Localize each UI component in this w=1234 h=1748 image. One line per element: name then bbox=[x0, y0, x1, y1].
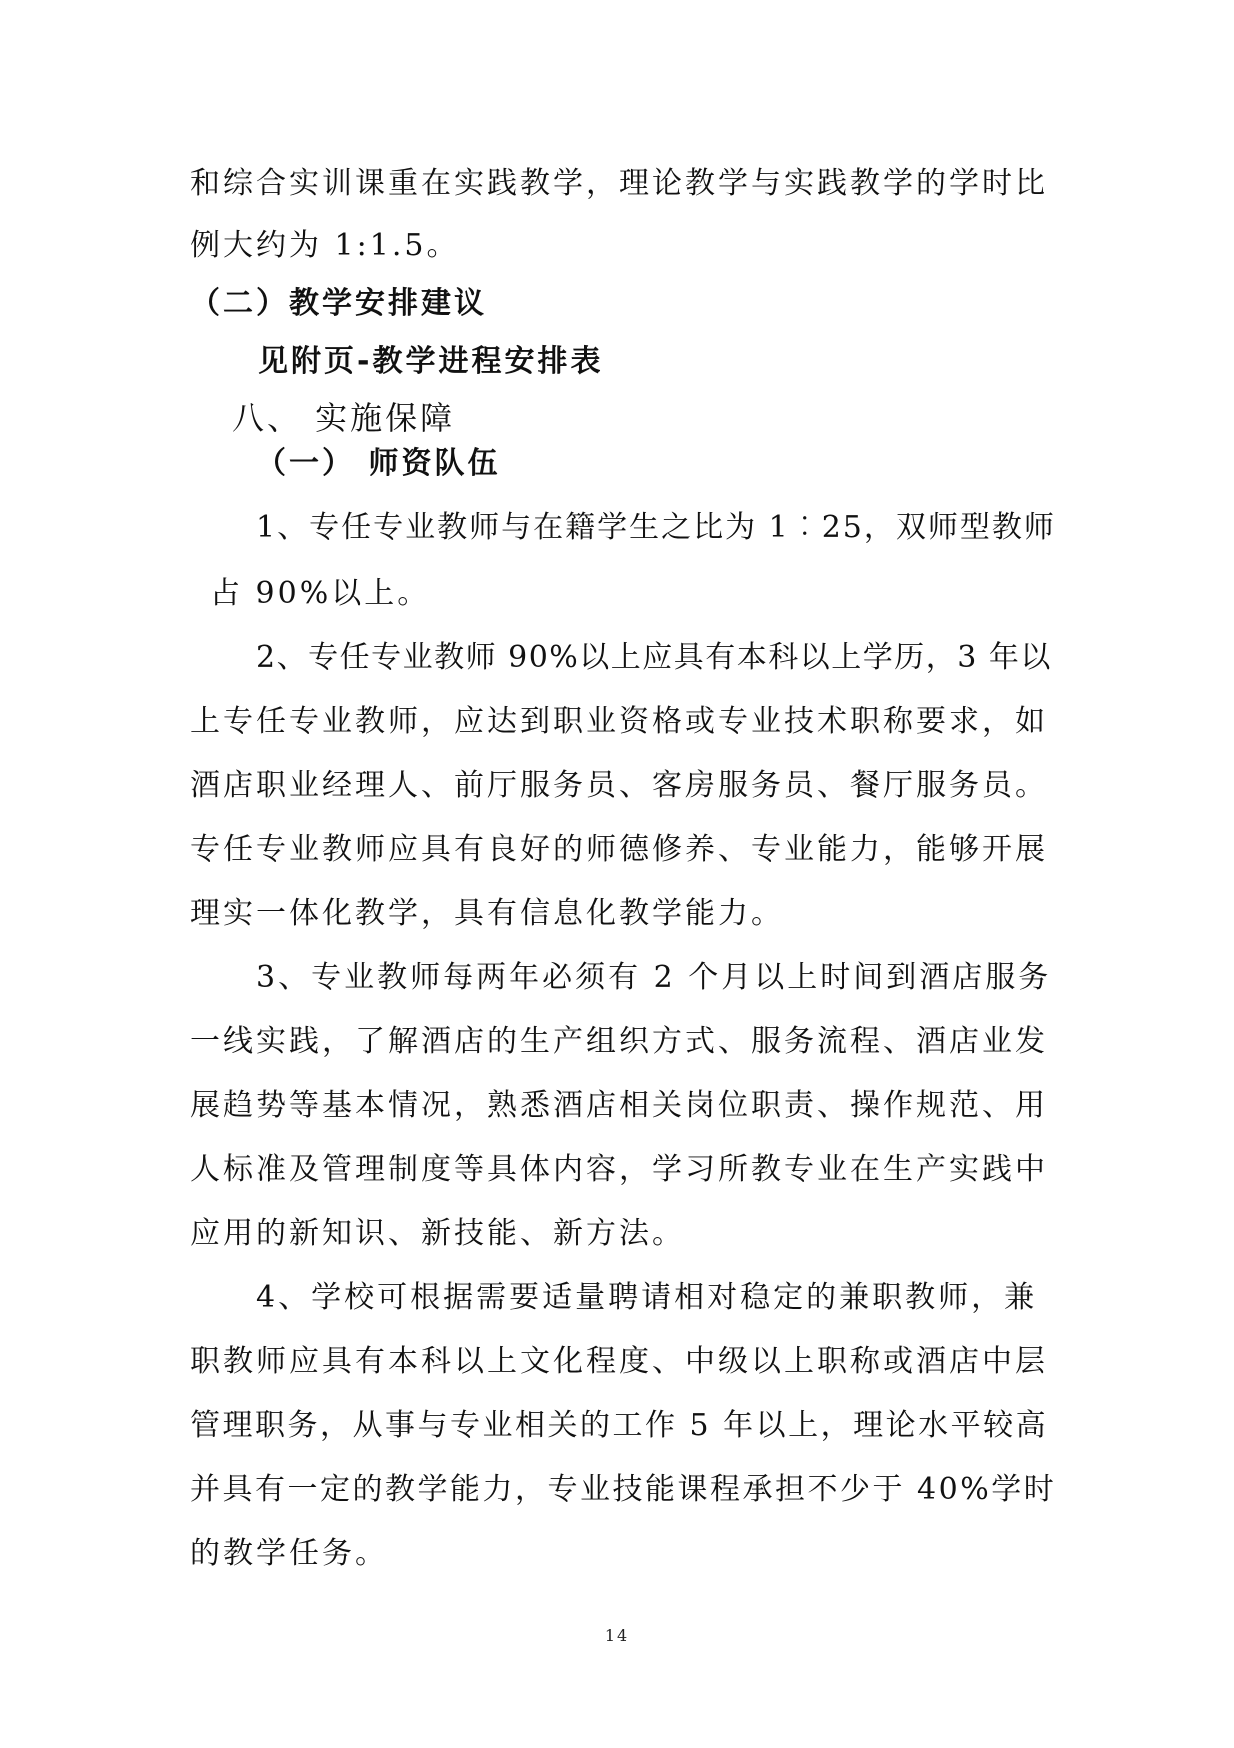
body-text-line: 3、专业教师每两年必须有 2 个月以上时间到酒店服务 bbox=[256, 960, 1052, 995]
section-note: 见附页-教学进程安排表 bbox=[258, 344, 604, 379]
body-text-line: 一线实践，了解酒店的生产组织方式、服务流程、酒店业发 bbox=[190, 1024, 1048, 1059]
page-number: 14 bbox=[604, 1626, 630, 1645]
body-text-line: 管理职务，从事与专业相关的工作 5 年以上，理论水平较高 bbox=[190, 1408, 1049, 1443]
body-text-line: 占 90%以上。 bbox=[210, 576, 431, 611]
body-text-line: 和综合实训课重在实践教学，理论教学与实践教学的学时比 bbox=[190, 166, 1048, 201]
body-text-line: 应用的新知识、新技能、新方法。 bbox=[190, 1216, 685, 1251]
body-text-line: 人标准及管理制度等具体内容，学习所教专业在生产实践中 bbox=[190, 1152, 1048, 1187]
body-text-line: 并具有一定的教学能力，专业技能课程承担不少于 40%学时 bbox=[190, 1472, 1057, 1507]
body-text-line: 上专任专业教师，应达到职业资格或专业技术职称要求，如 bbox=[190, 704, 1048, 739]
chapter-heading: 八、 实施保障 bbox=[232, 399, 456, 437]
body-text-line: 的教学任务。 bbox=[190, 1536, 388, 1571]
body-text-line: 展趋势等基本情况，熟悉酒店相关岗位职责、操作规范、用 bbox=[190, 1088, 1048, 1123]
section-heading: （二）教学安排建议 bbox=[190, 286, 487, 321]
body-text-line: 职教师应具有本科以上文化程度、中级以上职称或酒店中层 bbox=[190, 1344, 1048, 1379]
body-text-line: 例大约为 1:1.5。 bbox=[190, 228, 460, 263]
subsection-heading: （一） 师资队伍 bbox=[256, 446, 501, 481]
body-text-line: 酒店职业经理人、前厅服务员、客房服务员、餐厅服务员。 bbox=[190, 768, 1048, 803]
body-text-line: 专任专业教师应具有良好的师德修养、专业能力，能够开展 bbox=[190, 832, 1048, 867]
body-text-line: 1、专任专业教师与在籍学生之比为 1︰25，双师型教师 bbox=[256, 510, 1056, 545]
body-text-line: 4、学校可根据需要适量聘请相对稳定的兼职教师，兼 bbox=[256, 1280, 1038, 1315]
body-text-line: 理实一体化教学，具有信息化教学能力。 bbox=[190, 896, 784, 931]
body-text-line: 2、专任专业教师 90%以上应具有本科以上学历，3 年以 bbox=[256, 640, 1052, 675]
